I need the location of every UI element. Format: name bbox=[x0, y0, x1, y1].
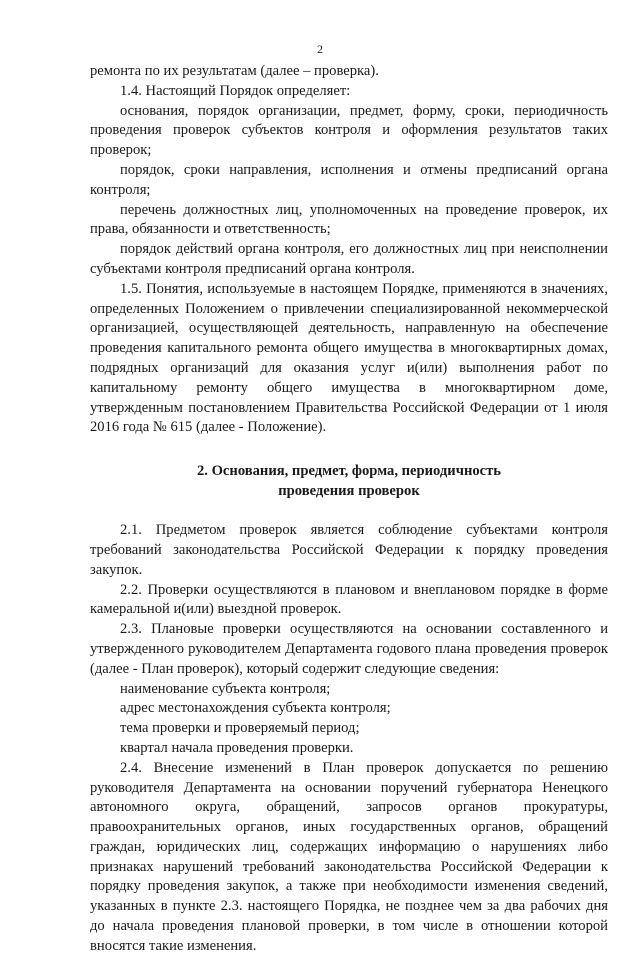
paragraph-list-item: порядок, сроки направления, исполнения и отмены предписаний органа контроля; bbox=[90, 161, 608, 198]
paragraph-list-item: порядок действий органа контроля, его должностных лиц при неисполнении субъектами контроля предписаний органа контроля. bbox=[90, 241, 608, 277]
paragraph-2-4: 2.4. Внесение изменений в План проверок допускается по решению руководителя Департамента на основании поручений губернатора Ненецкого автономного округа, обращений, запросов органов прокуратуры, правоохранительных органов, иных государственных органов, обращений граждан, юридических лиц, содержащих информацию о нарушениях либо признаках нарушений требований законодательства Российской Федерации к порядку проведения закупок, а также при необходимости изменения сведений, указанных в пункте 2.3. настоящего Порядка, не позднее чем за два рабочих дня до начала проведения плановой проверки, в том числе в отношении которой вносятся такие изменения. bbox=[90, 759, 608, 954]
paragraph-2-3: 2.3. Плановые проверки осуществляются на основании составленного и утвержденного руководителем Департамента годового плана проведения проверок (далее - План проверок), который содержит следующие сведения: bbox=[90, 621, 608, 677]
paragraph-2-1: 2.1. Предметом проверок является соблюдение субъектами контроля требований законодательства Российской Федерации к порядку проведения закупок. bbox=[90, 522, 608, 578]
paragraph-2-2: 2.2. Проверки осуществляются в плановом и внеплановом порядке в форме камеральной и(или) выездной проверок. bbox=[90, 581, 608, 618]
paragraph-continuation: ремонта по их результатам (далее – проверка). bbox=[90, 63, 379, 79]
paragraph-list-item: перечень должностных лиц, уполномоченных на проведение проверок, их права, обязанности и ответственность; bbox=[90, 201, 608, 238]
page-number: 2 bbox=[317, 42, 323, 56]
paragraph-1-5: 1.5. Понятия, используемые в настоящем Порядке, применяются в значениях, определенных Положением о привлечении специализированной некоммерческой организацией, осуществляющей деятельность, направленную на обеспечение проведения капитального ремонта общего имущества в многоквартирных домах, подрядных организаций для оказания услуг и(или) выполнения работ по капитальному ремонту общего имущества в многоквартирном доме, утвержденным постановлением Правительства Российской Федерации от 1 июля 2016 года № 615 (далее - Положение). bbox=[90, 280, 608, 436]
paragraph-1-4: 1.4. Настоящий Порядок определяет: bbox=[120, 82, 351, 99]
paragraph-list-item: наименование субъекта контроля; bbox=[120, 680, 331, 697]
paragraph-list-item: тема проверки и проверяемый период; bbox=[120, 720, 360, 737]
paragraph-list-item: адрес местонахождения субъекта контроля; bbox=[120, 700, 391, 717]
section-heading bbox=[90, 461, 608, 501]
paragraph-list-item: квартал начала проведения проверки. bbox=[120, 739, 354, 756]
paragraph-list-item: основания, порядок организации, предмет, форму, сроки, периодичность проведения проверок субъектов контроля и оформления результатов таких проверок; bbox=[90, 102, 608, 159]
section-heading-line: проведения проверок bbox=[278, 483, 420, 500]
document-body bbox=[90, 62, 608, 957]
section-heading-line: 2. Основания, предмет, форма, периодичность bbox=[196, 463, 502, 480]
